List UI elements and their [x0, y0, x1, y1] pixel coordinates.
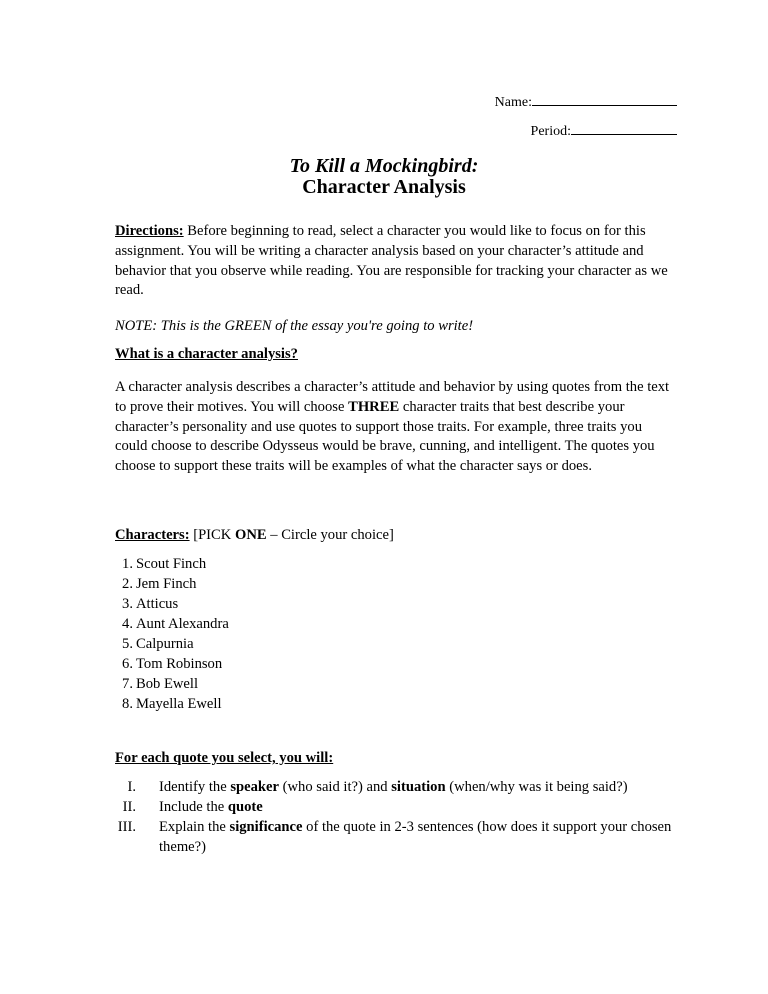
character-list: [115, 554, 675, 714]
character-name: Calpurnia: [136, 636, 194, 652]
list-item: II. Include the quote: [122, 799, 263, 815]
list-item[interactable]: 5. Calpurnia: [122, 636, 194, 652]
analysis-emphasis: THREE: [348, 398, 400, 415]
what-is-heading: What is a character analysis?: [115, 346, 298, 362]
steps-list: [117, 777, 678, 857]
characters-instr-post: – Circle your choice]: [266, 527, 394, 543]
period-label: Period:: [530, 124, 571, 139]
name-blank[interactable]: [532, 92, 677, 106]
list-item: I. Identify the speaker (who said it?) and situation (when/why was it being said?): [127, 779, 628, 795]
character-name: Tom Robinson: [136, 656, 223, 672]
list-item[interactable]: 2. Jem Finch: [122, 576, 197, 592]
character-name: Aunt Alexandra: [136, 616, 229, 632]
list-item[interactable]: 6. Tom Robinson: [122, 656, 223, 672]
analysis-text-2: character traits that best describe your character’s personality and use quotes to support those traits. For example, three traits you could choose to describe Odysseus would be brave, cunning, and intelligent. The quotes you choose to support these traits will be examples of what the character says or does.: [115, 398, 655, 475]
character-name: Atticus: [136, 596, 179, 612]
name-field[interactable]: [495, 92, 677, 111]
name-label: Name:: [494, 95, 532, 110]
analysis-description: [115, 378, 675, 477]
analysis-text-1: A character analysis describes a character’s attitude and behavior by using quotes from the text to prove their motives. You will choose: [115, 379, 670, 415]
list-item: III. Explain the significance of the quote in 2-3 sentences (how does it support your chosen theme?): [117, 819, 672, 855]
character-name: Bob Ewell: [136, 676, 199, 692]
page-subtitle: Character Analysis: [302, 176, 466, 198]
character-name: Jem Finch: [136, 576, 197, 592]
directions-text: Before beginning to read, select a character you would like to focus on for this assignment. You will be writing a character analysis based on your character’s attitude and behavior that you observe while reading. You are responsible for tracking your character as we read.: [115, 223, 668, 299]
directions-label: Directions:: [115, 223, 184, 239]
period-field[interactable]: [531, 121, 677, 140]
period-blank[interactable]: [571, 121, 677, 135]
list-item[interactable]: 3. Atticus: [122, 596, 179, 612]
list-item[interactable]: 4. Aunt Alexandra: [122, 616, 229, 632]
page-title: To Kill a Mockingbird:: [289, 155, 479, 177]
characters-instr-bold: ONE: [234, 527, 267, 543]
list-item[interactable]: 7. Bob Ewell: [122, 676, 199, 692]
list-item[interactable]: 1. Scout Finch: [122, 556, 207, 572]
note-text: NOTE: This is the GREEN of the essay you're going to write!: [115, 318, 474, 334]
directions-paragraph: [115, 222, 675, 301]
for-each-heading: For each quote you select, you will:: [115, 750, 334, 766]
characters-label: Characters:: [115, 527, 190, 543]
character-name: Mayella Ewell: [136, 696, 222, 712]
character-name: Scout Finch: [136, 556, 207, 572]
characters-heading: [115, 526, 675, 546]
characters-instr-pre: [PICK: [189, 527, 235, 543]
list-item[interactable]: 8. Mayella Ewell: [122, 696, 222, 712]
